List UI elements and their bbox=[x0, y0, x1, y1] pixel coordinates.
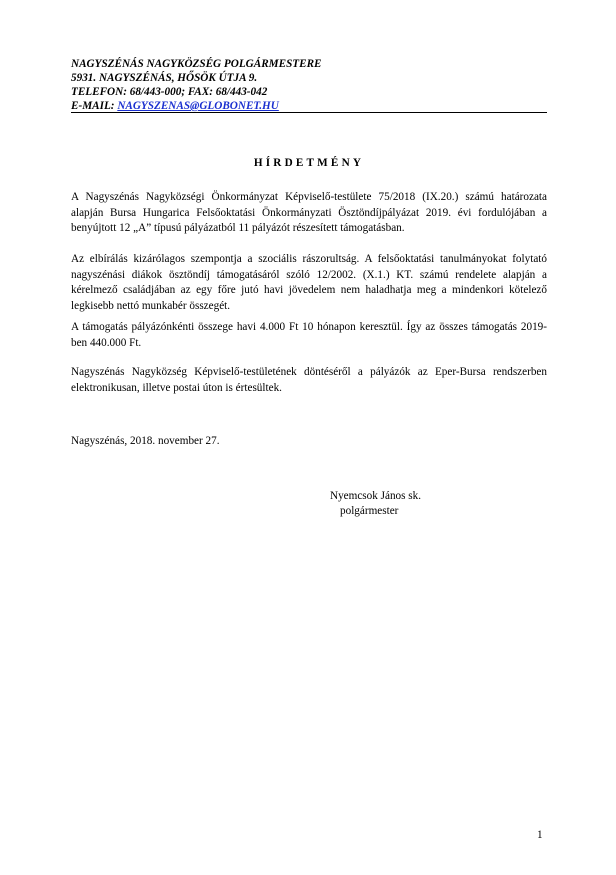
signature-block bbox=[330, 489, 421, 519]
letterhead-address: 5931. NAGYSZÉNÁS, HŐSÖK ÚTJA 9. bbox=[71, 72, 258, 84]
email-label: E-MAIL: bbox=[71, 100, 118, 112]
page-number: 1 bbox=[537, 829, 543, 841]
paragraph-decision: A Nagyszénás Nagyközségi Önkormányzat Képviselő-testülete 75/2018 (IX.20.) számú határozata alapján Bursa Hungarica Felsőoktatási Önkormányzati Ösztöndíjpályázat 2019. évi fordulójában a benyújtott 12 „A” típusú pályázatból 11 pályázót részesített támogatásban. bbox=[71, 191, 547, 234]
letterhead-email-line bbox=[71, 99, 547, 113]
letterhead-office: NAGYSZÉNÁS NAGYKÖZSÉG POLGÁRMESTERE bbox=[71, 58, 322, 70]
email-link[interactable]: NAGYSZENAS@GLOBONET.HU bbox=[117, 100, 279, 112]
signer-name: Nyemcsok János sk. bbox=[330, 490, 422, 502]
paragraph-amount: A támogatás pályázónkénti összege havi 4.000 Ft 10 hónapon keresztül. Így az összes támogatás 2019-ben 440.000 Ft. bbox=[71, 321, 547, 349]
signer-role: polgármester bbox=[340, 505, 399, 517]
paragraph-notification: Nagyszénás Nagyközség Képviselő-testületének döntéséről a pályázók az Eper-Bursa rendszerben elektronikusan, illetve postai úton is értesültek. bbox=[71, 366, 547, 394]
letterhead-phone-fax: TELEFON: 68/443-000; FAX: 68/443-042 bbox=[71, 86, 268, 98]
paragraph-criteria: Az elbírálás kizárólagos szempontja a szociális rászorultság. A felsőoktatási tanulmányokat folytató nagyszénási diákok ösztöndíj támogatásáról szóló 12/2002. (X.1.) KT. számú rendelete alapján a kérelmező családjában az egy főre jutó havi jövedelem nem haladhatja meg a mindenkori kötelező legkisebb nettó munkabér összegét. bbox=[71, 253, 547, 312]
document-title: HÍRDETMÉNY bbox=[253, 157, 365, 169]
letterhead bbox=[71, 57, 547, 113]
date-line: Nagyszénás, 2018. november 27. bbox=[71, 435, 220, 447]
header-divider bbox=[71, 112, 547, 113]
